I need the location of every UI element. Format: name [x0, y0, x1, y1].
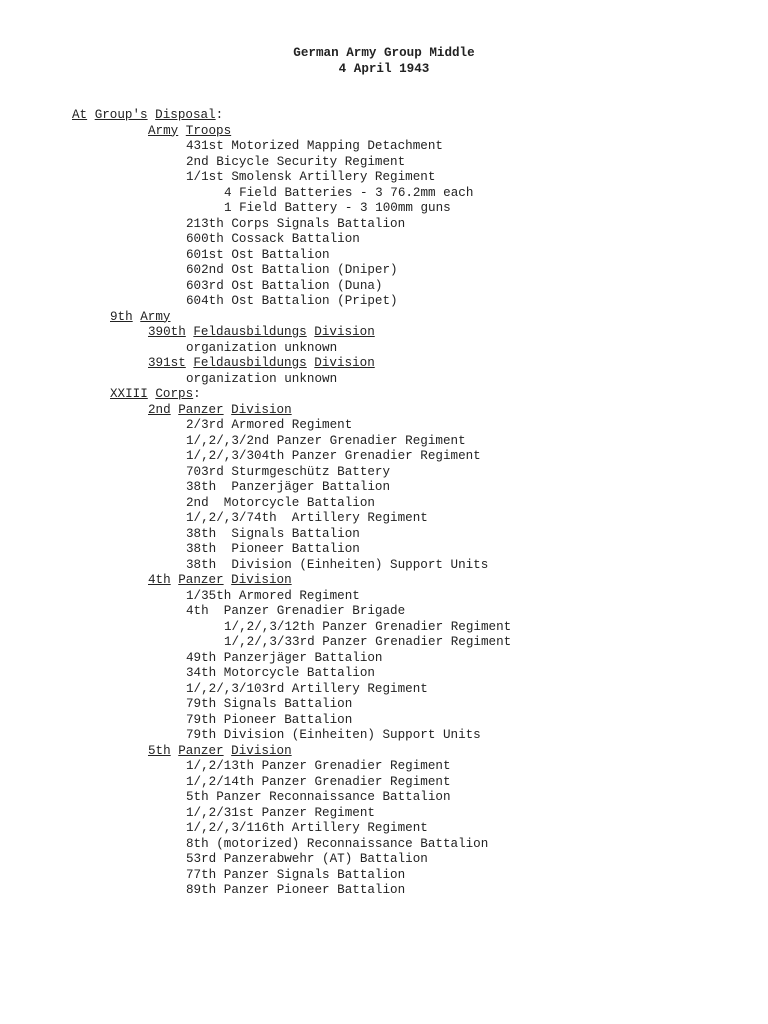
unit-line: 1/35th Armored Regiment: [186, 588, 360, 603]
unit-line: 77th Panzer Signals Battalion: [186, 867, 406, 882]
unit-line: 9th Army: [110, 309, 171, 324]
unit-line: 1/,2/,3/103rd Artillery Regiment: [186, 681, 428, 696]
unit-line: 2nd Bicycle Security Regiment: [186, 154, 406, 169]
unit-line: 2nd Panzer Division: [148, 402, 292, 417]
unit-line: 213th Corps Signals Battalion: [186, 216, 406, 231]
order-of-battle-list: [0, 108, 768, 899]
unit-line: 79th Signals Battalion: [186, 697, 353, 711]
unit-line: 2nd Motorcycle Battalion: [186, 495, 375, 510]
unit-line: 391st Feldausbildungs Division: [148, 356, 375, 370]
unit-line: 1 Field Battery - 3 100mm guns: [224, 201, 451, 215]
unit-line: 53rd Panzerabwehr (AT) Battalion: [186, 852, 428, 866]
unit-line: 602nd Ost Battalion (Dniper): [186, 263, 398, 277]
unit-line: 1/,2/,3/2nd Panzer Grenadier Regiment: [186, 433, 466, 448]
unit-line: 1/,2/13th Panzer Grenadier Regiment: [186, 759, 451, 773]
unit-line: Army Troops: [148, 123, 232, 138]
unit-line: 1/,2/,3/12th Panzer Grenadier Regiment: [224, 619, 512, 634]
unit-line: 1/1st Smolensk Artillery Regiment: [186, 170, 436, 184]
document-date: 4 April 1943: [338, 62, 430, 76]
unit-line: 390th Feldausbildungs Division: [148, 325, 375, 339]
unit-line: 4 Field Batteries - 3 76.2mm each: [224, 185, 474, 200]
unit-line: 4th Panzer Grenadier Brigade: [186, 604, 406, 618]
unit-line: 38th Pioneer Battalion: [186, 542, 360, 556]
unit-line: 34th Motorcycle Battalion: [186, 666, 375, 680]
unit-line: 1/,2/,3/74th Artillery Regiment: [186, 511, 428, 525]
unit-line: 8th (motorized) Reconnaissance Battalion: [186, 836, 489, 851]
unit-line: 703rd Sturmgeschütz Battery: [186, 464, 391, 479]
unit-line: 1/,2/,3/304th Panzer Grenadier Regiment: [186, 449, 481, 463]
unit-line: 1/,2/31st Panzer Regiment: [186, 805, 375, 820]
unit-line: 5th Panzer Reconnaissance Battalion: [186, 790, 451, 804]
document-title: German Army Group Middle: [293, 46, 475, 60]
unit-line: 604th Ost Battalion (Pripet): [186, 294, 398, 308]
unit-line: 431st Motorized Mapping Detachment: [186, 139, 443, 153]
unit-line: 603rd Ost Battalion (Duna): [186, 278, 383, 293]
unit-line: 38th Division (Einheiten) Support Units: [186, 557, 489, 572]
unit-line: 601st Ost Battalion: [186, 247, 330, 262]
unit-line: 79th Pioneer Battalion: [186, 712, 353, 727]
unit-line: 600th Cossack Battalion: [186, 232, 360, 246]
unit-line: 5th Panzer Division: [148, 743, 292, 758]
unit-line: 1/,2/,3/33rd Panzer Grenadier Regiment: [224, 635, 512, 649]
unit-line: XXIII Corps:: [110, 387, 201, 401]
unit-line: 2/3rd Armored Regiment: [186, 418, 353, 432]
unit-line: 1/,2/,3/116th Artillery Regiment: [186, 821, 428, 835]
unit-line: 49th Panzerjäger Battalion: [186, 650, 383, 665]
unit-line: 4th Panzer Division: [148, 573, 292, 587]
unit-line: organization unknown: [186, 340, 338, 355]
unit-line: 38th Signals Battalion: [186, 526, 360, 541]
unit-line: 38th Panzerjäger Battalion: [186, 480, 391, 494]
unit-line: organization unknown: [186, 371, 338, 386]
unit-line: 79th Division (Einheiten) Support Units: [186, 728, 481, 742]
unit-line: 1/,2/14th Panzer Grenadier Regiment: [186, 774, 451, 789]
unit-line: 89th Panzer Pioneer Battalion: [186, 883, 406, 897]
unit-line: At Group's Disposal:: [72, 108, 224, 122]
